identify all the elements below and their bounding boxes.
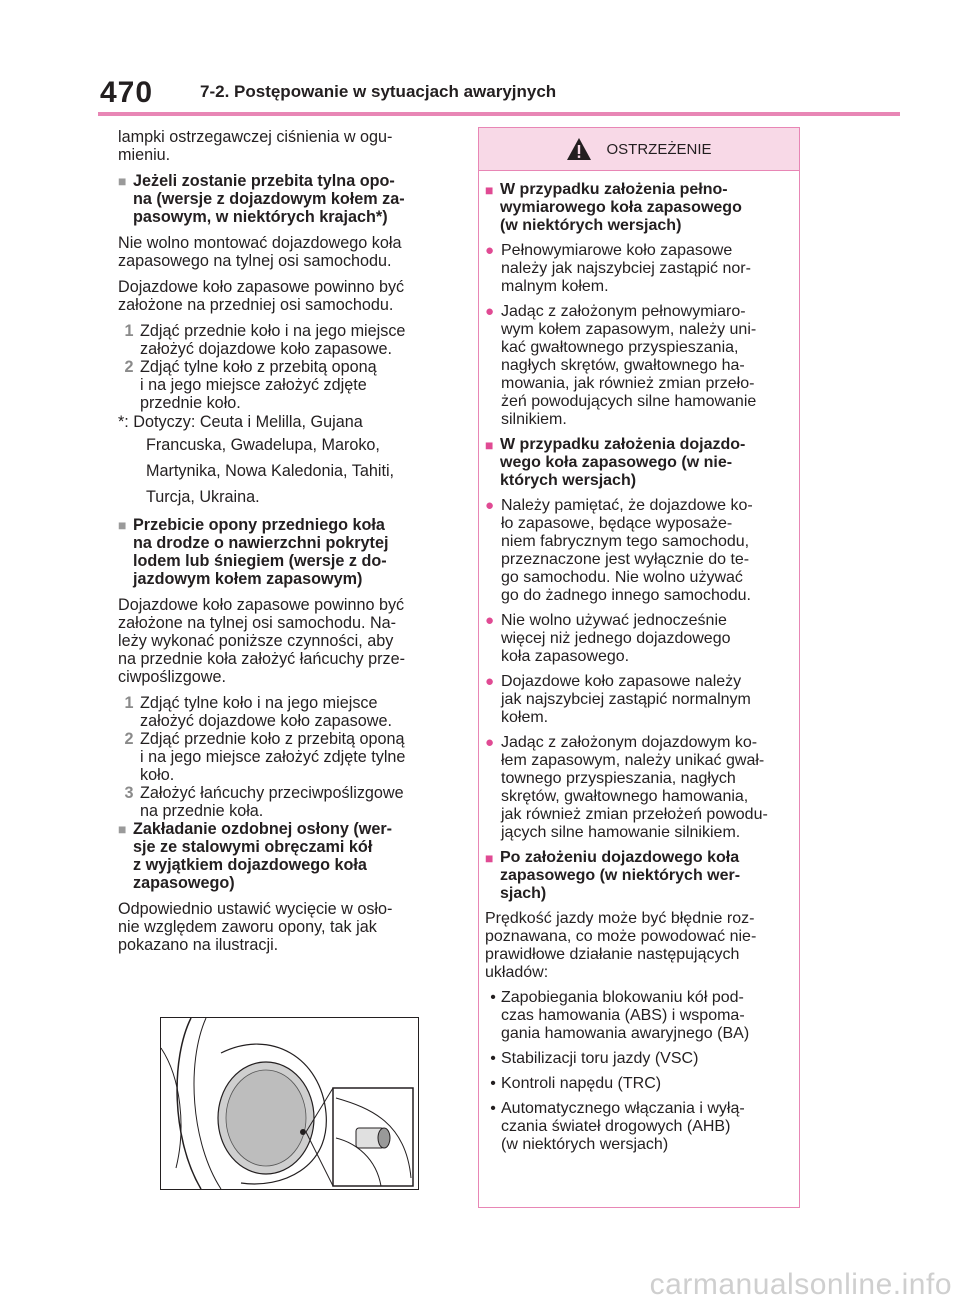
- dot-bullet-icon: •: [490, 1075, 496, 1092]
- section-heading-text: Jeżeli zostanie przebita tylna opo- na (wersje z dojazdowym kołem za- pasowym, w niektórych krajach*): [133, 172, 405, 226]
- paragraph: Dojazdowe koło zapasowe powinno być założone na tylnej osi samochodu. Na- leży wykonać poniższe czynności, aby na przednie koła założyć łańcuchy prze- ciwpoślizgowe.: [118, 596, 406, 686]
- warning-heading-text: W przypadku założenia dojazdo- wego koła zapasowego (w nie- których wersjach): [500, 436, 746, 489]
- warning-body: [479, 171, 799, 1154]
- circle-bullet-icon: ●: [485, 242, 495, 259]
- dot-bullet-icon: •: [490, 1100, 496, 1117]
- system-list-item: [485, 989, 793, 1043]
- step-number: 1: [124, 694, 134, 712]
- warning-bullet-text: Jadąc z założonym dojazdowym ko- łem zapasowym, należy unikać gwał- townego przyspieszania, nagłych skrętów, gwałtownego hamowania, jak również zmian przełożeń powodu- jących silne hamowanie silnikiem.: [501, 734, 768, 841]
- wheel-cover-illustration: [160, 1017, 419, 1190]
- paragraph: Dojazdowe koło zapasowe powinno być założone na przedniej osi samochodu.: [118, 278, 405, 314]
- system-list-text: Kontroli napędu (TRC): [501, 1075, 662, 1092]
- left-column: [118, 128, 454, 962]
- wheel-illustration-graphic: [161, 1018, 418, 1189]
- footnote-line: *: Dotyczy: Ceuta i Melilla, Gujana: [118, 413, 363, 431]
- system-list-item: [485, 1075, 793, 1093]
- section-title: 7-2. Postępowanie w sytuacjach awaryjnych: [200, 82, 557, 101]
- section-heading: [118, 820, 454, 892]
- step-number: 1: [124, 322, 134, 340]
- warning-bullet: [485, 303, 793, 429]
- warning-bullet: [485, 734, 793, 842]
- section-heading-text: Zakładanie ozdobnej osłony (wer- sje ze stalowymi obręczami kół z wyjątkiem dojazdowego koła zapasowego): [133, 820, 393, 892]
- dot-bullet-icon: •: [490, 989, 496, 1006]
- system-list-text: Stabilizacji toru jazdy (VSC): [501, 1050, 699, 1067]
- warning-header: [479, 128, 799, 171]
- warning-bullet-text: Dojazdowe koło zapasowe należy jak najszybciej zastąpić normalnym kołem.: [501, 673, 751, 726]
- step-text: Zdjąć tylne koło z przebitą oponą i na jego miejsce założyć zdjęte przednie koło.: [140, 358, 377, 412]
- warning-bullet-text: Pełnowymiarowe koło zapasowe należy jak najszybciej zastąpić nor- malnym kołem.: [501, 242, 751, 295]
- warning-heading: [485, 181, 793, 235]
- step-number: 2: [124, 358, 134, 376]
- circle-bullet-icon: ●: [485, 303, 495, 320]
- step-item: [118, 322, 454, 358]
- warning-bullet: [485, 673, 793, 727]
- step-text: Zdjąć przednie koło i na jego miejsce założyć dojazdowe koło zapasowe.: [140, 322, 406, 358]
- warning-bullet-text: Jadąc z założonym pełnowymiaro- wym kołem zapasowym, należy uni- kać gwałtownego przyspieszania, nagłych skrętów, gwałtownego ha- mowania, jak również zmian przeło- żeń powodujących silne hamowanie silnikiem.: [501, 303, 757, 428]
- system-list-text: Zapobiegania blokowaniu kół pod- czas hamowania (ABS) i wspoma- gania hamowania awaryjnego (BA): [501, 989, 750, 1042]
- step-text: Zdjąć tylne koło i na jego miejsce założyć dojazdowe koło zapasowe.: [140, 694, 392, 730]
- paragraph: Nie wolno montować dojazdowego koła zapasowego na tylnej osi samochodu.: [118, 234, 402, 270]
- square-bullet-icon: ■: [118, 821, 127, 837]
- step-item: [118, 784, 454, 820]
- circle-bullet-icon: ●: [485, 734, 495, 751]
- square-bullet-icon: ■: [118, 173, 127, 189]
- footnote: [118, 412, 454, 510]
- dot-bullet-icon: •: [490, 1050, 496, 1067]
- paragraph: Odpowiednio ustawić wycięcie w osło- nie względem zaworu opony, tak jak pokazano na ilustracji.: [118, 900, 393, 954]
- step-text: Zdjąć przednie koło z przebitą oponą i na jego miejsce założyć zdjęte tylne koło.: [140, 730, 406, 784]
- section-heading: [118, 516, 454, 588]
- system-list-item: [485, 1100, 793, 1154]
- warning-box: [478, 127, 800, 1208]
- warning-bullet-text: Nie wolno używać jednocześnie więcej niż jednego dojazdowego koła zapasowego.: [501, 612, 731, 665]
- step-item: [118, 730, 454, 784]
- circle-bullet-icon: ●: [485, 673, 495, 690]
- warning-heading-text: Po założeniu dojazdowego koła zapasowego (w niektórych wer- sjach): [500, 849, 741, 902]
- step-text: Założyć łańcuchy przeciwpoślizgowe na przednie koła.: [140, 784, 404, 820]
- square-bullet-icon: ■: [485, 182, 494, 198]
- warning-heading: [485, 849, 793, 903]
- warning-bullet-text: Należy pamiętać, że dojazdowe ko- ło zapasowe, będące wyposaże- niem fabrycznym tego samochodu, przeznaczone jest wyłącznie do te- go samochodu. Nie wolno używać go do żadnego innego samochodu.: [501, 497, 753, 604]
- section-heading-text: Przebicie opony przedniego koła na drodze o nawierzchni pokrytej lodem lub śniegiem (wersje z do- jazdowym kołem zapasowym): [133, 516, 389, 588]
- system-list-text: Automatycznego włączania i wyłą- czania świateł drogowych (AHB) (w niektórych wersjach): [501, 1100, 745, 1153]
- square-bullet-icon: ■: [485, 850, 494, 866]
- warning-label: OSTRZEŻENIE: [606, 140, 712, 158]
- square-bullet-icon: ■: [118, 517, 127, 533]
- warning-paragraph: Prędkość jazdy może być błędnie roz- poznawana, co może powodować nie- prawidłowe działanie następujących układów:: [485, 910, 757, 981]
- header-divider: [98, 112, 900, 116]
- step-item: [118, 694, 454, 730]
- step-number: 3: [124, 784, 134, 802]
- warning-bullet: [485, 612, 793, 666]
- system-list-item: [485, 1050, 793, 1068]
- warning-bullet: [485, 242, 793, 296]
- warning-heading: [485, 436, 793, 490]
- site-watermark: carmanualsonline.info: [649, 1268, 952, 1301]
- warning-heading-text: W przypadku założenia pełno- wymiarowego koła zapasowego (w niektórych wersjach): [500, 181, 742, 234]
- step-number: 2: [124, 730, 134, 748]
- footnote-line: Francuska, Gwadelupa, Maroko,: [146, 436, 380, 454]
- warning-triangle-icon: [566, 137, 592, 161]
- warning-bullet: [485, 497, 793, 605]
- square-bullet-icon: ■: [485, 437, 494, 453]
- circle-bullet-icon: ●: [485, 497, 495, 514]
- step-item: [118, 358, 454, 412]
- intro-paragraph: lampki ostrzegawczej ciśnienia w ogu- mieniu.: [118, 128, 393, 164]
- page-number: 470: [100, 76, 154, 109]
- footnote-line: Martynika, Nowa Kaledonia, Tahiti,: [146, 462, 395, 480]
- section-heading: [118, 172, 454, 226]
- circle-bullet-icon: ●: [485, 612, 495, 629]
- footnote-line: Turcja, Ukraina.: [146, 488, 260, 506]
